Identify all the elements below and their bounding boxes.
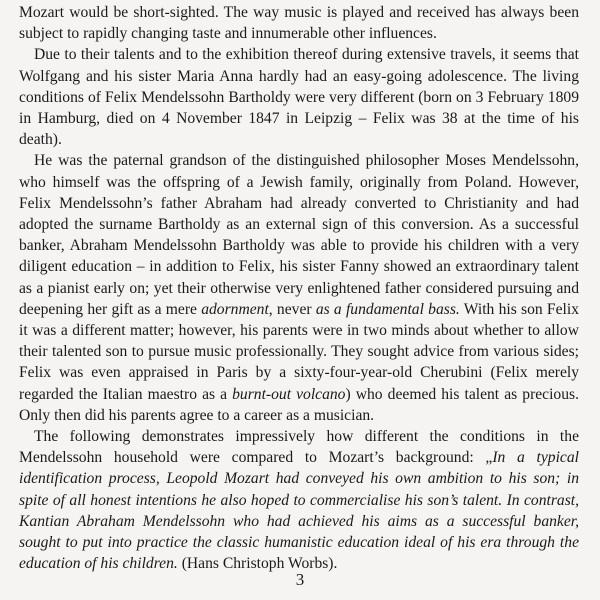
paragraph	[19, 150, 579, 426]
text-segment: Due to their talents and to the exhibition thereof during extensive travels, it seems that Wolfgang and his sister Maria Anna hardly had an easy-going adolescence. The living conditions of Felix Mendelssohn Bartholdy were very different (born on 3 February 1809 in Hamburg, died on 4 November 1847 in Leipzig – Felix was 38 at the time of his death).	[19, 46, 579, 149]
paragraph	[19, 2, 579, 44]
italic-text-segment: as a fundamental bass.	[315, 300, 460, 318]
body-text	[19, 2, 579, 574]
italic-quote-segment: In a typical identification process, Leopold Mozart had conveyed his own ambition to his son; in spite of all honest intentions he also hoped to commercialise his son’s talent. In contrast, Kantian Abraham Mendelssohn who had achieved his aims as a successful banker, sought to put into practice the classic humanistic education ideal of his era through the education of his children.	[19, 449, 579, 573]
italic-text-segment: burnt-out volcano	[232, 385, 346, 403]
page-number: 3	[295, 570, 305, 589]
italic-text-segment: adornment	[201, 300, 269, 318]
paragraph	[19, 44, 579, 150]
text-segment: Mozart would be short-sighted. The way music is played and received has always been subject to rapidly changing taste and innumerable other influences.	[19, 4, 579, 43]
paragraph	[19, 426, 579, 574]
citation-segment: (Hans Christoph Worbs).	[177, 555, 338, 573]
text-segment: , never	[268, 300, 316, 318]
text-segment: The following demonstrates impressively how different the conditions in the Mendelssohn household were compared to Mozart’s background: „	[19, 428, 579, 467]
text-segment: With his son Felix it was a different matter; however, his parents were in two minds about whether to allow their talented son to pursue music professionally. They sought advice from various sides; Felix was even appraised in Paris by a sixty-four-year-old Cherubini (Felix merely regarded the Italian maestro as a	[19, 300, 579, 403]
text-segment: ) who deemed his talent as precious. Only then did his parents agree to a career as a musician.	[19, 385, 579, 424]
text-segment: He was the paternal grandson of the distinguished philosopher Moses Mendelssohn, who himself was the offspring of a Jewish family, originally from Poland. However, Felix Mendelssohn’s father Abraham had already converted to Christianity and had adopted the surname Bartholdy as an external sign of this conversion. As a successful banker, Abraham Mendelssohn Bartholdy was able to provide his children with a very diligent education – in addition to Felix, his sister Fanny showed an extraordinary talent as a pianist early on; yet their otherwise very enlightened father considered pursuing and deepening her gift as a mere	[19, 152, 579, 318]
